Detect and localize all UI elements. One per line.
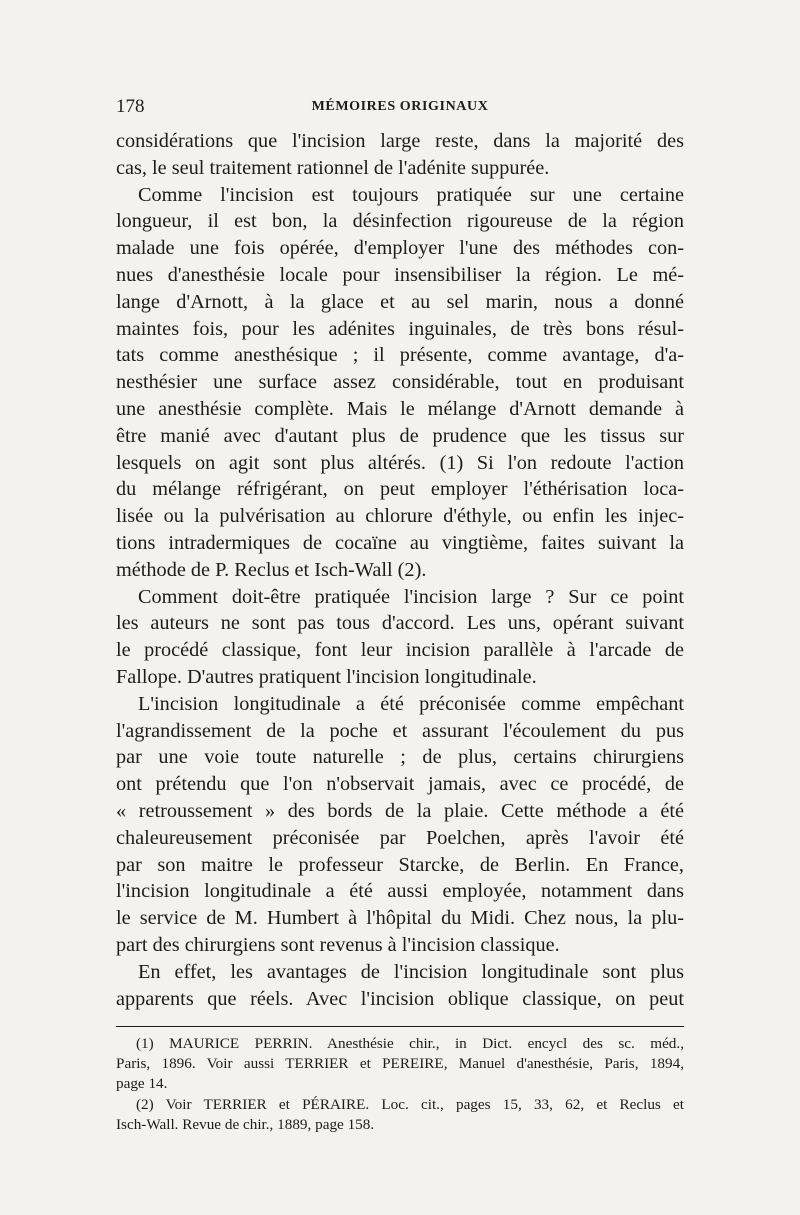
text-line: L'incision longitudinale a été préconisée comme empêchant bbox=[138, 692, 684, 715]
text-line: considérations que l'incision large reste, dans la majorité des bbox=[116, 130, 684, 152]
text-line: « retroussement » des bords de la plaie. Cette méthode a été bbox=[116, 799, 684, 822]
text-line: Fallope. D'autres pratiquent l'incision longitudinale. bbox=[116, 665, 537, 688]
text-line: malade une fois opérée, d'employer l'une des méthodes con- bbox=[116, 237, 684, 260]
body-text bbox=[116, 128, 684, 1012]
footnotes bbox=[116, 1034, 684, 1135]
text-line: par son maitre le professeur Starcke, de Berlin. En France, bbox=[116, 853, 684, 876]
text-line: l'incision longitudinale a été aussi employée, notamment dans bbox=[116, 880, 684, 903]
footnote-line: page 14. bbox=[116, 1075, 168, 1093]
text-line: longueur, il est bon, la désinfection rigoureuse de la région bbox=[116, 210, 684, 233]
text-line: tions intradermiques de cocaïne au vingtième, faites suivant la bbox=[116, 531, 684, 554]
text-line: maintes fois, pour les adénites inguinales, de très bons résul- bbox=[116, 317, 684, 340]
text-line: l'agrandissement de la poche et assurant l'écoulement du pus bbox=[116, 719, 684, 742]
text-line: ont prétendu que l'on n'observait jamais, avec ce procédé, de bbox=[116, 773, 684, 796]
text-line: du mélange réfrigérant, on peut employer l'éthérisation loca- bbox=[116, 478, 684, 501]
text-line: nesthésier une surface assez considérable, tout en produisant bbox=[116, 371, 684, 394]
footnote-line: (2) Voir TERRIER et PÉRAIRE. Loc. cit., pages 15, 33, 62, et Reclus et bbox=[136, 1095, 684, 1113]
text-line: par une voie toute naturelle ; de plus, certains chirurgiens bbox=[116, 746, 684, 769]
text-line: méthode de P. Reclus et Isch-Wall (2). bbox=[116, 558, 427, 581]
footnote-line: (1) MAURICE PERRIN. Anesthésie chir., in Dict. encycl des sc. méd., bbox=[136, 1035, 684, 1052]
text-line: En effet, les avantages de l'incision longitudinale sont plus bbox=[138, 960, 684, 983]
text-line: le service de M. Humbert à l'hôpital du Midi. Chez nous, la plu- bbox=[116, 907, 684, 930]
text-line: Comment doit-être pratiquée l'incision large ? Sur ce point bbox=[138, 585, 684, 608]
text-line: apparents que réels. Avec l'incision oblique classique, on peut bbox=[116, 987, 684, 1010]
text-line: une anesthésie complète. Mais le mélange d'Arnott demande à bbox=[116, 397, 684, 420]
page-number: 178 bbox=[116, 96, 145, 117]
footnote-line: Paris, 1896. Voir aussi TERRIER et PEREIRE, Manuel d'anesthésie, Paris, 1894, bbox=[116, 1055, 684, 1073]
page-header bbox=[116, 96, 684, 120]
text-line: lange d'Arnott, à la glace et au sel marin, nous a donné bbox=[116, 290, 684, 313]
footnote-line: Isch-Wall. Revue de chir., 1889, page 158. bbox=[116, 1115, 375, 1133]
text-line: Comme l'incision est toujours pratiquée sur une certaine bbox=[138, 183, 684, 206]
text-line: part des chirurgiens sont revenus à l'incision classique. bbox=[116, 933, 560, 956]
text-line: tats comme anesthésique ; il présente, comme avantage, d'a- bbox=[116, 344, 684, 367]
text-line: être manié avec d'autant plus de prudence que les tissus sur bbox=[116, 424, 684, 447]
footnote-rule bbox=[116, 1026, 684, 1027]
text-line: cas, le seul traitement rationnel de l'adénite suppurée. bbox=[116, 156, 550, 179]
text-line: chaleureusement préconisée par Poelchen, après l'avoir été bbox=[116, 826, 684, 849]
running-head: MÉMOIRES ORIGINAUX bbox=[311, 99, 489, 114]
text-line: le procédé classique, font leur incision parallèle à l'arcade de bbox=[116, 639, 684, 662]
text-line: lisée ou la pulvérisation au chlorure d'éthyle, ou enfin les injec- bbox=[116, 505, 684, 528]
text-line: les auteurs ne sont pas tous d'accord. Les uns, opérant suivant bbox=[116, 612, 684, 635]
text-line: lesquels on agit sont plus altérés. (1) Si l'on redoute l'action bbox=[116, 451, 684, 474]
text-line: nues d'anesthésie locale pour insensibiliser la région. Le mé- bbox=[116, 263, 684, 286]
